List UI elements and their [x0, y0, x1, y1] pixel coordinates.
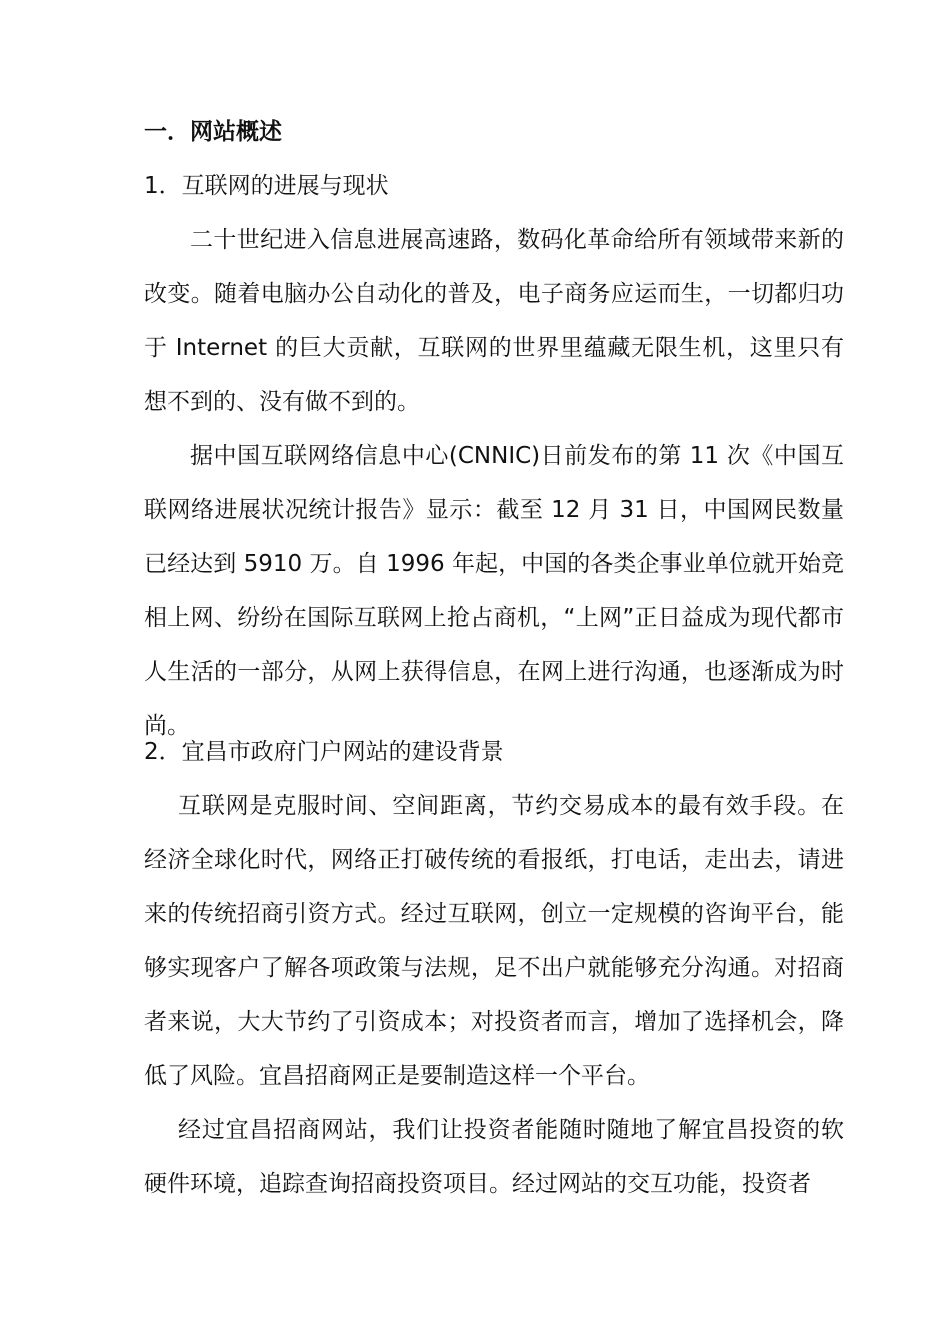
paragraph-investment-site: 经过宜昌招商网站，我们让投资者能随时随地了解宜昌投资的软硬件环境，追踪查询招商投资项目。经过网站的交互功能，投资者	[144, 1117, 844, 1197]
section-heading: 一．网站概述	[144, 119, 282, 145]
paragraph-digital-revolution: 二十世纪进入信息进展高速路，数码化革命给所有领域带来新的改变。随着电脑办公自动化的普及，电子商务应运而生，一切都归功于 Internet 的巨大贡献，互联网的世界里蕴藏无限生机，这里只有想不到的、没有做不到的。	[144, 227, 844, 415]
subsection-heading-portal-background: 2．宜昌市政府门户网站的建设背景	[144, 739, 504, 765]
subsection-heading-internet-status: 1．互联网的进展与现状	[144, 173, 389, 199]
paragraph-cnnic-report: 据中国互联网络信息中心(CNNIC)日前发布的第 11 次《中国互联网络进展状况统计报告》显示：截至 12 月 31 日，中国网民数量已经达到 5910 万。自 1996 年起，中国的各类企事业单位就开始竞相上网、纷纷在国际互联网上抢占商机，“上网”正日益成为现代都市人生活的一部分，从网上获得信息，在网上进行沟通，也逐渐成为时尚。	[144, 443, 844, 739]
paragraph-internet-advantages: 互联网是克服时间、空间距离，节约交易成本的最有效手段。在经济全球化时代，网络正打破传统的看报纸，打电话，走出去，请进来的传统招商引资方式。经过互联网，创立一定规模的咨询平台，能够实现客户了解各项政策与法规，足不出户就能够充分沟通。对招商者来说，大大节约了引资成本；对投资者而言，增加了选择机会，降低了风险。宜昌招商网正是要制造这样一个平台。	[144, 793, 844, 1089]
